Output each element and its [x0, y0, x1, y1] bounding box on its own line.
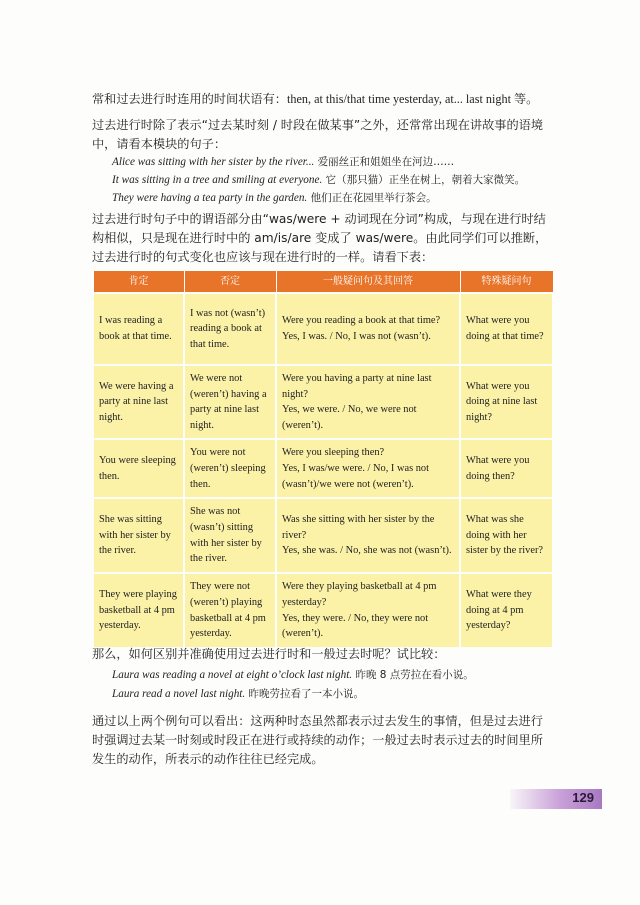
comparison-example-1-english: Laura was reading a novel at eight o’clock last night.: [112, 669, 353, 681]
question-answer-cell: [276, 573, 460, 648]
example-3: [112, 189, 552, 208]
affirmative-cell: I was reading a book at that time.: [93, 293, 184, 365]
affirmative-cell: You were sleeping then.: [93, 439, 184, 498]
wh-question-cell: What was she doing with her sister by the river?: [460, 498, 553, 573]
example-1: [112, 153, 552, 172]
table-row: [93, 365, 553, 439]
comparison-example-2-chinese: 昨晚劳拉看了一本小说。: [245, 688, 365, 700]
answer-text: Yes, I was/we were. / No, I was not (wasn’t)/we were not (weren’t).: [282, 462, 429, 490]
negative-cell: She was not (wasn’t) sitting with her sister by the river.: [184, 498, 276, 573]
past-continuous-table: [92, 270, 554, 649]
question-answer-cell: [276, 365, 460, 439]
table-header-row: [93, 271, 553, 294]
question-text: Was she sitting with her sister by the river?: [282, 514, 435, 541]
answer-text: Yes, I was. / No, I was not (wasn’t).: [282, 331, 431, 342]
question-answer-cell: [276, 439, 460, 498]
negative-cell: I was not (wasn’t) reading a book at that time.: [184, 293, 276, 365]
example-3-chinese: 他们正在花园里举行茶会。: [307, 192, 437, 204]
affirmative-cell: They were playing basketball at 4 pm yesterday.: [93, 573, 184, 648]
header-affirmative: 肯定: [93, 271, 184, 294]
conclusion-paragraph: 通过以上两个例句可以看出：这两种时态虽然都表示过去发生的事情，但是过去进行时强调过去某一时刻或时段正在进行或持续的动作；一般过去时表示过去的时间里所发生的动作，所表示的动作往往已经完成。: [92, 714, 543, 766]
storytelling-paragraph: 过去进行时除了表示“过去某时刻 / 时段在做某事”之外，还常常出现在讲故事的语境中，请看本模块的句子：: [92, 118, 544, 151]
example-2-chinese: 它（那只猫）正坐在树上，朝着大家微笑。: [322, 174, 526, 186]
answer-text: Yes, we were. / No, we were not (weren’t).: [282, 404, 417, 431]
header-wh-question: 特殊疑问句: [460, 271, 553, 294]
page-number: 129: [572, 790, 594, 805]
wh-question-cell: What were you doing then?: [460, 439, 553, 498]
negative-cell: We were not (weren’t) having a party at nine last night.: [184, 365, 276, 439]
question-text: Were they playing basketball at 4 pm yesterday?: [282, 581, 437, 609]
question-answer-cell: [276, 498, 460, 573]
affirmative-cell: She was sitting with her sister by the river.: [93, 498, 184, 573]
table-row: [93, 498, 553, 573]
answer-text: Yes, she was. / No, she was not (wasn’t).: [282, 545, 452, 557]
comparison-prompt: 那么，如何区别并准确使用过去进行时和一般过去时呢？试比较：: [92, 647, 446, 661]
question-text: Were you having a party at nine last night?: [282, 373, 432, 400]
header-negative: 否定: [184, 271, 276, 294]
example-2-english: It was sitting in a tree and smiling at everyone.: [112, 174, 323, 186]
question-text: Were you sleeping then?: [282, 447, 385, 459]
time-adverbials-line: 常和过去进行时连用的时间状语有：then, at this/that time yesterday, at... last night 等。: [92, 92, 539, 106]
comparison-example-1: [112, 666, 552, 685]
example-1-chinese: 爱丽丝正和姐姐坐在河边……: [314, 156, 455, 168]
question-text: Were you reading a book at that time?: [282, 315, 441, 327]
header-yes-no-question: 一般疑问句及其回答: [276, 271, 460, 294]
affirmative-cell: We were having a party at nine last night.: [93, 365, 184, 439]
comparison-example-1-chinese: 昨晚 8 点劳拉在看小说。: [352, 669, 474, 681]
wh-question-cell: What were you doing at that time?: [460, 293, 553, 365]
table-row: [93, 293, 553, 365]
wh-question-cell: What were you doing at nine last night?: [460, 365, 553, 439]
page-number-bar: [510, 789, 602, 809]
answer-text: Yes, they were. / No, they were not (weren’t).: [282, 612, 429, 640]
table-row: [93, 439, 553, 498]
negative-cell: They were not (weren’t) playing basketball at 4 pm yesterday.: [184, 573, 276, 648]
example-3-english: They were having a tea party in the garden.: [112, 192, 308, 204]
wh-question-cell: What were they doing at 4 pm yesterday?: [460, 573, 553, 648]
comparison-example-2-english: Laura read a novel last night.: [112, 688, 246, 700]
table-row: [93, 573, 553, 648]
question-answer-cell: [276, 293, 460, 365]
example-1-english: Alice was sitting with her sister by the river...: [112, 156, 315, 168]
example-2: [112, 171, 552, 190]
comparison-example-2: [112, 685, 552, 704]
structure-paragraph: 过去进行时句子中的谓语部分由“was/were + 动词现在分词”构成，与现在进行时结构相似，只是现在进行时中的 am/is/are 变成了 was/were。由此同学们可以推断，过去进行时的句式变化也应该与现在进行时的一样。请看下表：: [92, 212, 548, 264]
negative-cell: You were not (weren’t) sleeping then.: [184, 439, 276, 498]
